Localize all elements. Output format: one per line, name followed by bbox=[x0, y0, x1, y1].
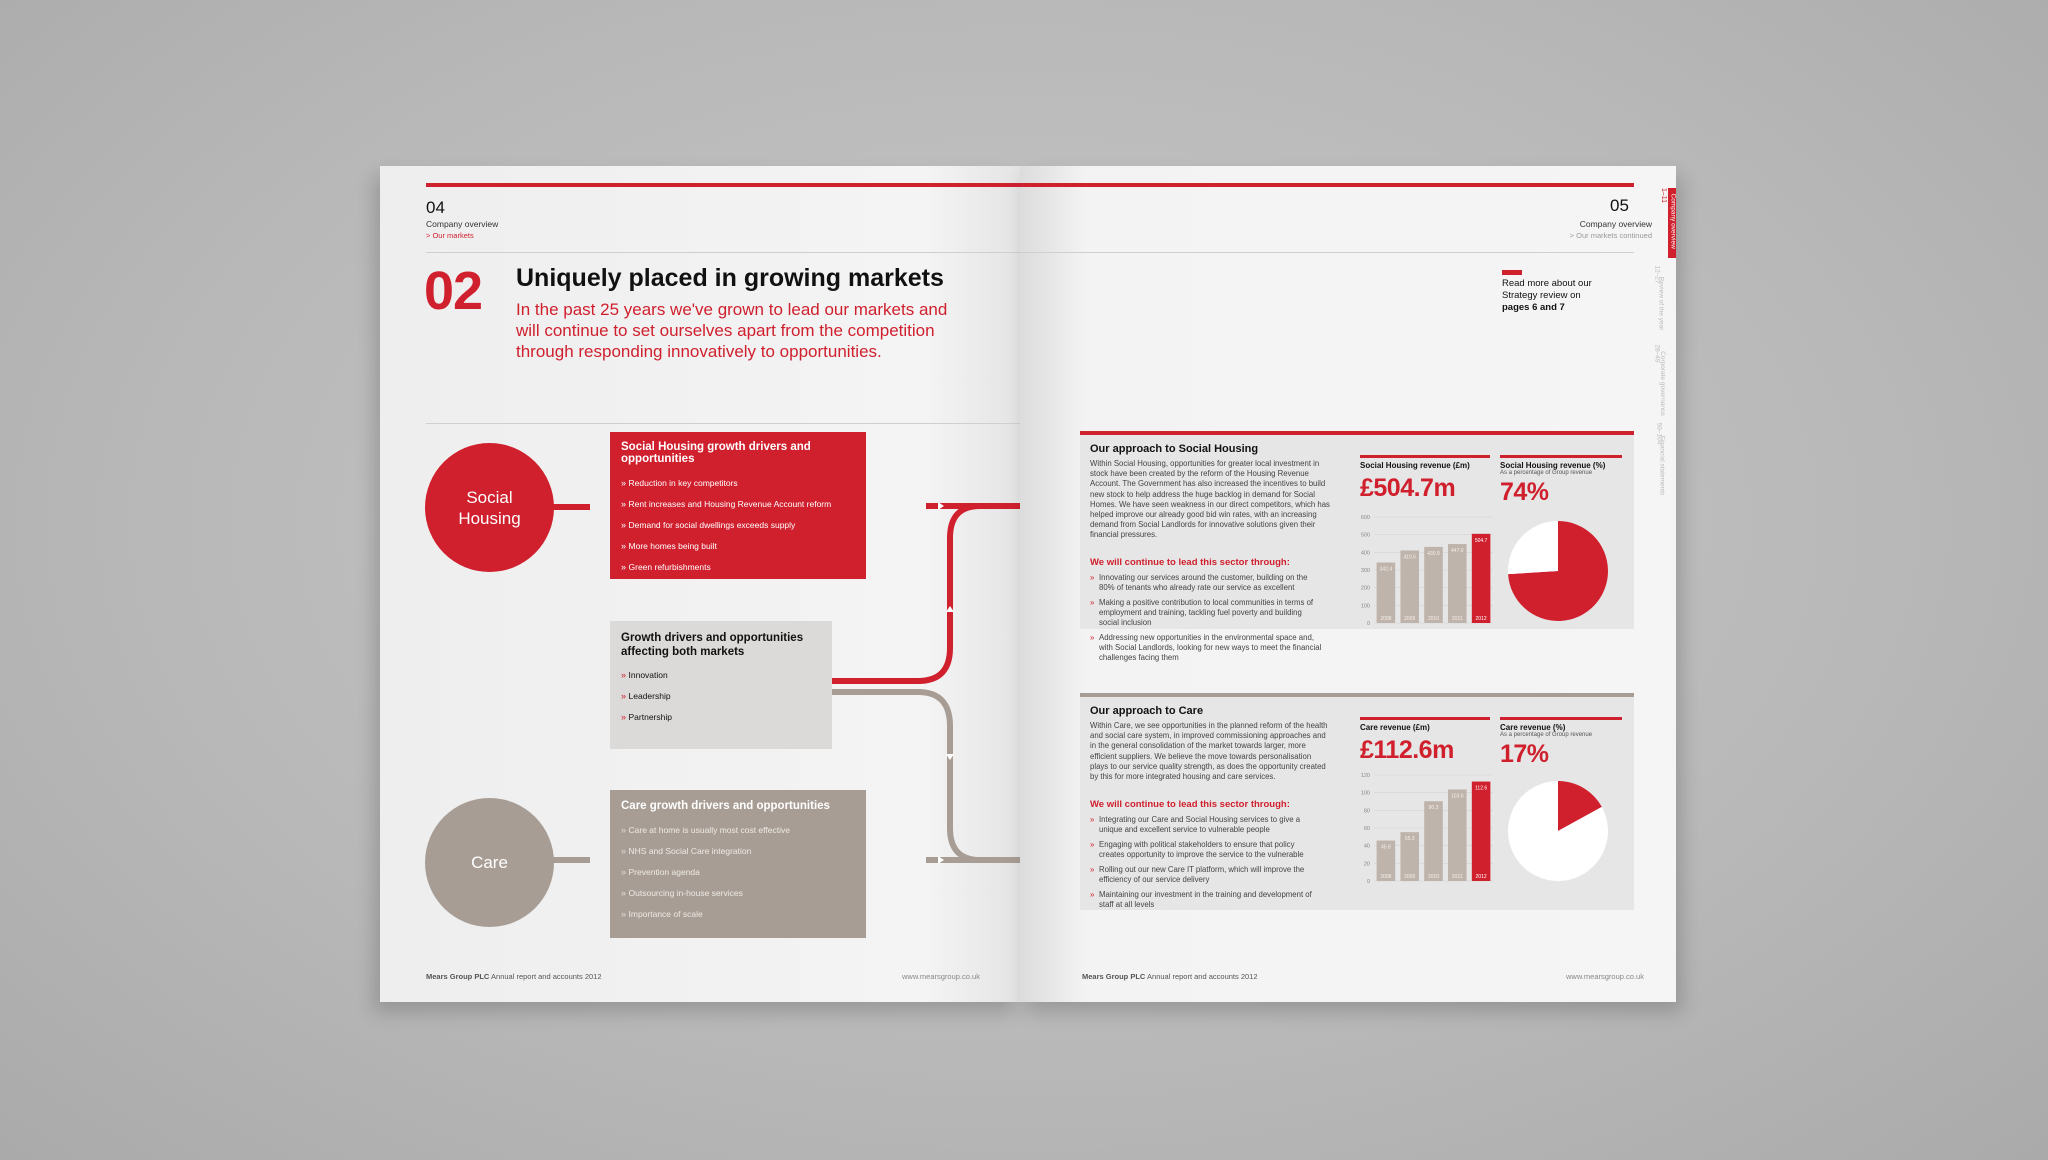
footer-company: Mears Group PLC bbox=[426, 972, 490, 981]
data-label: 90.3 bbox=[1428, 805, 1439, 812]
box-title-line: affecting both markets bbox=[621, 646, 745, 658]
tab-label: Company overview bbox=[1669, 193, 1676, 249]
lead-line: will continue to set ourselves apart from the competition bbox=[516, 321, 935, 340]
y-tick-label: 120 bbox=[1360, 773, 1370, 779]
read-more-line: pages 6 and 7 bbox=[1502, 302, 1565, 313]
bullet-item: » Engaging with political stakeholders to ensure that policy creates opportunity to improve the service to the vulnerable bbox=[1090, 840, 1322, 860]
y-tick-label: 200 bbox=[1360, 585, 1370, 592]
footer-url[interactable]: www.mearsgroup.co.uk bbox=[1566, 972, 1644, 981]
data-label: 45.8 bbox=[1381, 844, 1391, 851]
tab-financial-statements[interactable]: Financial statements bbox=[1658, 435, 1666, 496]
bullet-list bbox=[1090, 815, 1322, 915]
y-tick-label: 60 bbox=[1363, 826, 1370, 832]
data-label: 504.7 bbox=[1474, 537, 1488, 544]
y-tick-label: 20 bbox=[1363, 861, 1370, 868]
care-revenue-pie-chart bbox=[1504, 777, 1612, 885]
bullet-list bbox=[1090, 573, 1322, 668]
section-label: Company overview bbox=[1579, 219, 1652, 229]
x-tick-label: 2011 bbox=[1451, 616, 1463, 622]
kpi-title: Care revenue (£m) bbox=[1360, 723, 1430, 732]
footer bbox=[426, 972, 602, 981]
x-tick-label: 2008 bbox=[1380, 874, 1392, 880]
social-revenue-pie-chart bbox=[1504, 517, 1612, 625]
panel-body: Within Social Housing, opportunities for greater local investment in stock have been created by the reform of the Housing Revenue Account. The Government has also increased the incentives to build new stock to help address the huge backlog in demand for Social Homes. We have seen weakness in our direct competitors, which has helped improve our already good bid win rates, with an increasing demand from Social Landlords for innovative solutions given their financial pressures. bbox=[1090, 459, 1330, 540]
section-number: 02 bbox=[424, 261, 483, 321]
kpi-title: Social Housing revenue (£m) bbox=[1360, 461, 1470, 470]
kpi-title: Social Housing revenue (%) bbox=[1500, 461, 1606, 470]
y-tick-label: 100 bbox=[1360, 603, 1370, 610]
x-tick-label: 2010 bbox=[1427, 874, 1440, 880]
kpi-subtitle: As a percentage of Group revenue bbox=[1500, 732, 1593, 738]
list-item: » Innovation bbox=[621, 665, 821, 686]
kpi-value: 74% bbox=[1500, 478, 1549, 506]
subsection-label: > Our markets bbox=[426, 231, 474, 240]
data-label: 103.6 bbox=[1451, 793, 1464, 800]
box-title-line: Growth drivers and opportunities bbox=[621, 632, 804, 644]
footer-company: Mears Group PLC bbox=[1082, 972, 1146, 981]
data-label: 55.3 bbox=[1404, 836, 1415, 843]
kpi-rule bbox=[1360, 717, 1490, 720]
x-tick-label: 2009 bbox=[1404, 874, 1416, 880]
footer bbox=[1082, 972, 1258, 981]
y-tick-label: 80 bbox=[1363, 808, 1370, 815]
kpi-value: 17% bbox=[1500, 740, 1549, 768]
footer-url[interactable]: www.mearsgroup.co.uk bbox=[902, 972, 980, 981]
y-tick-label: 100 bbox=[1360, 790, 1370, 797]
read-more-marker bbox=[1502, 270, 1522, 275]
read-more-link[interactable] bbox=[1502, 278, 1592, 314]
x-tick-label: 2012 bbox=[1475, 874, 1487, 880]
x-tick-label: 2011 bbox=[1451, 874, 1463, 880]
box-title bbox=[621, 631, 821, 659]
tab-company-overview[interactable] bbox=[1668, 188, 1676, 258]
kpi-rule bbox=[1360, 455, 1490, 458]
tab-range: 1–11 bbox=[1660, 187, 1668, 204]
panel-title: Our approach to Care bbox=[1090, 705, 1204, 717]
kpi-title: Care revenue (%) bbox=[1500, 723, 1566, 732]
circle-label: Housing bbox=[458, 508, 521, 528]
bullet-item: » Innovating our services around the customer, building on the 80% of tenants who already rate our service as excellent bbox=[1090, 573, 1322, 593]
list-item: » Green refurbishments bbox=[621, 557, 855, 578]
subsection-label: > Our markets continued bbox=[1569, 231, 1652, 240]
tab-range[interactable]: 12–27 bbox=[1653, 265, 1661, 284]
bar bbox=[1424, 547, 1443, 623]
data-label: 430.9 bbox=[1427, 550, 1440, 557]
list-item: » Prevention agenda bbox=[621, 862, 855, 883]
y-tick-label: 40 bbox=[1363, 843, 1370, 850]
list-item: » Outsourcing in-house services bbox=[621, 883, 855, 904]
page-number: 04 bbox=[426, 198, 445, 217]
circle-label: Care bbox=[471, 853, 508, 872]
lead-heading: We will continue to lead this sector through: bbox=[1090, 799, 1290, 810]
tab-range[interactable]: 50–104 bbox=[1655, 422, 1663, 445]
social-housing-panel bbox=[1080, 435, 1634, 662]
lead-line: through responding innovatively to opportunities. bbox=[516, 342, 882, 361]
circle-label: Social bbox=[466, 487, 513, 507]
pie-slice bbox=[1508, 521, 1558, 574]
care-drivers-box bbox=[610, 790, 866, 938]
divider bbox=[1020, 252, 1634, 253]
care-circle bbox=[425, 798, 554, 927]
footer-report: Annual report and accounts 2012 bbox=[491, 972, 602, 981]
kpi-rule bbox=[1500, 455, 1622, 458]
list-item: » Importance of scale bbox=[621, 904, 855, 925]
x-tick-label: 2010 bbox=[1427, 616, 1440, 622]
list-item: » Care at home is usually most cost effective bbox=[621, 820, 855, 841]
box-title: Care growth drivers and opportunities bbox=[621, 800, 830, 812]
y-tick-label: 600 bbox=[1360, 515, 1370, 521]
list-item: » Leadership bbox=[621, 686, 821, 707]
data-label: 447.0 bbox=[1451, 548, 1464, 555]
bar bbox=[1448, 544, 1467, 623]
section-label: Company overview bbox=[426, 219, 499, 229]
footer-report: Annual report and accounts 2012 bbox=[1147, 972, 1258, 981]
read-more-line: Read more about our bbox=[1502, 278, 1592, 289]
bar bbox=[1472, 782, 1491, 881]
tab-corporate-governance[interactable]: Corporate governance bbox=[1658, 351, 1666, 416]
y-tick-label: 300 bbox=[1360, 568, 1370, 574]
kpi-rule bbox=[1500, 717, 1622, 720]
shared-drivers-box bbox=[610, 621, 832, 749]
x-tick-label: 2012 bbox=[1475, 616, 1487, 622]
bullet-item: » Maintaining our investment in the training and development of staff at all levels bbox=[1090, 890, 1322, 910]
list-item: » Rent increases and Housing Revenue Account reform bbox=[621, 494, 855, 515]
top-rule bbox=[1020, 183, 1634, 187]
bar bbox=[1400, 550, 1419, 623]
care-revenue-bar-chart bbox=[1352, 771, 1497, 887]
list-item: » NHS and Social Care integration bbox=[621, 841, 855, 862]
y-tick-label: 400 bbox=[1360, 550, 1370, 557]
page-title: Uniquely placed in growing markets bbox=[516, 264, 944, 292]
tab-range[interactable]: 28–49 bbox=[1653, 344, 1661, 363]
kpi-value: £112.6m bbox=[1360, 736, 1454, 764]
data-label: 342.4 bbox=[1379, 566, 1393, 573]
bullet-item: » Rolling out our new Care IT platform, which will improve the efficiency of our service delivery bbox=[1090, 865, 1322, 885]
panel-title: Our approach to Social Housing bbox=[1090, 443, 1259, 455]
bullet-item: » Integrating our Care and Social Housing services to give a unique and excellent service to vulnerable people bbox=[1090, 815, 1322, 835]
y-tick-label: 0 bbox=[1366, 621, 1370, 627]
bar bbox=[1448, 789, 1467, 881]
kpi-value: £504.7m bbox=[1360, 474, 1456, 502]
x-tick-label: 2009 bbox=[1404, 616, 1416, 622]
page-number: 05 bbox=[1610, 196, 1629, 215]
y-tick-label: 500 bbox=[1360, 532, 1370, 539]
list-item: » Partnership bbox=[621, 707, 821, 728]
bullet-item: » Making a positive contribution to local communities in terms of employment and training, tackling fuel poverty and building social inclusion bbox=[1090, 598, 1322, 628]
right-page bbox=[1020, 166, 1676, 1002]
tab-review-of-the-year[interactable]: Review of the year bbox=[1657, 276, 1665, 331]
list-item: » More homes being built bbox=[621, 536, 855, 557]
bar bbox=[1472, 534, 1491, 623]
care-panel bbox=[1080, 697, 1634, 910]
x-tick-label: 2008 bbox=[1380, 616, 1392, 622]
lead-line: In the past 25 years we've grown to lead our markets and bbox=[516, 300, 948, 319]
y-tick-label: 0 bbox=[1366, 879, 1370, 885]
social-housing-circle bbox=[425, 443, 554, 572]
list-item: » Reduction in key competitors bbox=[621, 473, 855, 494]
lead-heading: We will continue to lead this sector through: bbox=[1090, 557, 1290, 568]
read-more-line: Strategy review on bbox=[1502, 290, 1581, 301]
social-revenue-bar-chart bbox=[1352, 513, 1497, 629]
kpi-subtitle: As a percentage of Group revenue bbox=[1500, 470, 1593, 476]
box-title: Social Housing growth drivers and opportunities bbox=[621, 441, 811, 465]
bullet-item: » Addressing new opportunities in the environmental space and, with Social Landlords, looking for new ways to meet the financial challenges facing them bbox=[1090, 633, 1322, 663]
bar bbox=[1424, 801, 1443, 881]
panel-body: Within Care, we see opportunities in the planned reform of the health and social care system, in improved commissioning approaches and in the general consolidation of the market towards larger, more efficient suppliers. We believe the move towards personalisation plays to our service quality strength, as does the opportunity created by this for more integrated housing and care services. bbox=[1090, 721, 1328, 782]
data-label: 112.6 bbox=[1475, 785, 1488, 792]
social-drivers-box bbox=[610, 432, 866, 579]
data-label: 410.5 bbox=[1403, 554, 1416, 561]
left-page bbox=[380, 166, 1020, 1002]
list-item: » Demand for social dwellings exceeds supply bbox=[621, 515, 855, 536]
